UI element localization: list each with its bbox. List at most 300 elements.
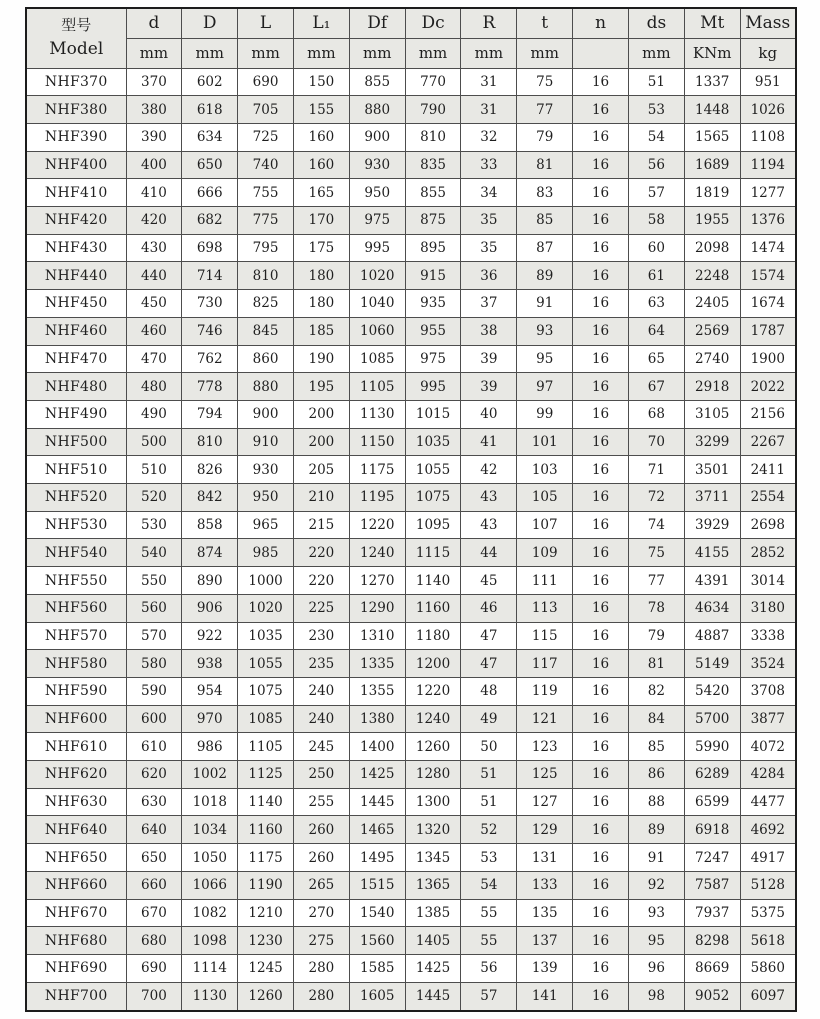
value-cell: 1335: [349, 650, 405, 678]
value-cell: 77: [517, 96, 573, 124]
value-cell: 810: [182, 428, 238, 456]
value-cell: 1445: [405, 982, 461, 1011]
unit-header: mm: [628, 38, 684, 68]
value-cell: 1020: [238, 594, 294, 622]
model-cell: NHF590: [26, 677, 126, 705]
value-cell: 915: [405, 262, 461, 290]
value-cell: 410: [126, 179, 182, 207]
model-cell: NHF450: [26, 290, 126, 318]
value-cell: 930: [349, 151, 405, 179]
value-cell: 99: [517, 400, 573, 428]
value-cell: 5420: [684, 677, 740, 705]
table-row: [26, 290, 796, 318]
table-row: [26, 650, 796, 678]
value-cell: 1425: [349, 761, 405, 789]
value-cell: 103: [517, 456, 573, 484]
value-cell: 1320: [405, 816, 461, 844]
value-cell: 57: [461, 982, 517, 1011]
value-cell: 95: [517, 345, 573, 373]
value-cell: 1105: [238, 733, 294, 761]
value-cell: 34: [461, 179, 517, 207]
value-cell: 1337: [684, 68, 740, 96]
value-cell: 160: [293, 151, 349, 179]
model-cell: NHF610: [26, 733, 126, 761]
value-cell: 16: [573, 207, 629, 235]
value-cell: 117: [517, 650, 573, 678]
value-cell: 39: [461, 373, 517, 401]
unit-header: mm: [126, 38, 182, 68]
table-row: [26, 317, 796, 345]
value-cell: 16: [573, 705, 629, 733]
value-cell: 48: [461, 677, 517, 705]
value-cell: 1015: [405, 400, 461, 428]
value-cell: 37: [461, 290, 517, 318]
value-cell: 225: [293, 594, 349, 622]
unit-header: KNm: [684, 38, 740, 68]
value-cell: 109: [517, 539, 573, 567]
value-cell: 1689: [684, 151, 740, 179]
model-cell: NHF580: [26, 650, 126, 678]
model-cell: NHF460: [26, 317, 126, 345]
value-cell: 105: [517, 484, 573, 512]
value-cell: 31: [461, 96, 517, 124]
value-cell: 180: [293, 290, 349, 318]
value-cell: 250: [293, 761, 349, 789]
value-cell: 900: [238, 400, 294, 428]
value-cell: 65: [628, 345, 684, 373]
model-cell: NHF480: [26, 373, 126, 401]
value-cell: 260: [293, 816, 349, 844]
value-cell: 270: [293, 899, 349, 927]
value-cell: 910: [238, 428, 294, 456]
value-cell: 1210: [238, 899, 294, 927]
value-cell: 93: [628, 899, 684, 927]
table-row: [26, 484, 796, 512]
value-cell: 16: [573, 317, 629, 345]
value-cell: 3180: [740, 594, 796, 622]
value-cell: 895: [405, 234, 461, 262]
value-cell: 50: [461, 733, 517, 761]
value-cell: 95: [628, 927, 684, 955]
value-cell: 2405: [684, 290, 740, 318]
header-row-labels: [26, 8, 796, 38]
value-cell: 16: [573, 567, 629, 595]
table-row: [26, 899, 796, 927]
table-row: [26, 705, 796, 733]
value-cell: 101: [517, 428, 573, 456]
value-cell: 16: [573, 871, 629, 899]
value-cell: 430: [126, 234, 182, 262]
value-cell: 922: [182, 622, 238, 650]
value-cell: 215: [293, 511, 349, 539]
value-cell: 5700: [684, 705, 740, 733]
table-row: [26, 982, 796, 1011]
value-cell: 54: [461, 871, 517, 899]
value-cell: 778: [182, 373, 238, 401]
value-cell: 680: [126, 927, 182, 955]
value-cell: 16: [573, 290, 629, 318]
value-cell: 880: [238, 373, 294, 401]
value-cell: 55: [461, 927, 517, 955]
value-cell: 2098: [684, 234, 740, 262]
value-cell: 89: [628, 816, 684, 844]
value-cell: 75: [628, 539, 684, 567]
value-cell: 1270: [349, 567, 405, 595]
value-cell: 510: [126, 456, 182, 484]
value-cell: 1002: [182, 761, 238, 789]
value-cell: 87: [517, 234, 573, 262]
value-cell: 91: [517, 290, 573, 318]
model-cell: NHF370: [26, 68, 126, 96]
value-cell: 78: [628, 594, 684, 622]
value-cell: 8669: [684, 955, 740, 983]
value-cell: 420: [126, 207, 182, 235]
value-cell: 16: [573, 788, 629, 816]
value-cell: 610: [126, 733, 182, 761]
value-cell: 16: [573, 345, 629, 373]
value-cell: 31: [461, 68, 517, 96]
value-cell: 7937: [684, 899, 740, 927]
value-cell: 33: [461, 151, 517, 179]
value-cell: 995: [405, 373, 461, 401]
value-cell: 700: [126, 982, 182, 1011]
value-cell: 965: [238, 511, 294, 539]
value-cell: 170: [293, 207, 349, 235]
value-cell: 1405: [405, 927, 461, 955]
table-row: [26, 456, 796, 484]
column-header: L₁: [293, 8, 349, 38]
value-cell: 634: [182, 123, 238, 151]
value-cell: 240: [293, 677, 349, 705]
value-cell: 855: [405, 179, 461, 207]
value-cell: 570: [126, 622, 182, 650]
value-cell: 16: [573, 761, 629, 789]
column-header: d: [126, 8, 182, 38]
value-cell: 8298: [684, 927, 740, 955]
value-cell: 49: [461, 705, 517, 733]
value-cell: 1055: [405, 456, 461, 484]
unit-header: mm: [293, 38, 349, 68]
value-cell: 16: [573, 539, 629, 567]
unit-header: mm: [461, 38, 517, 68]
value-cell: 1425: [405, 955, 461, 983]
value-cell: 185: [293, 317, 349, 345]
value-cell: 1380: [349, 705, 405, 733]
value-cell: 81: [517, 151, 573, 179]
table-row: [26, 594, 796, 622]
model-header-cn: 型号: [61, 16, 92, 35]
value-cell: 1540: [349, 899, 405, 927]
value-cell: 79: [628, 622, 684, 650]
value-cell: 1260: [238, 982, 294, 1011]
model-cell: NHF500: [26, 428, 126, 456]
value-cell: 1240: [405, 705, 461, 733]
value-cell: 16: [573, 428, 629, 456]
value-cell: 826: [182, 456, 238, 484]
value-cell: 560: [126, 594, 182, 622]
table-header: [26, 8, 796, 68]
value-cell: 440: [126, 262, 182, 290]
value-cell: 56: [461, 955, 517, 983]
column-header: Mt: [684, 8, 740, 38]
value-cell: 16: [573, 96, 629, 124]
value-cell: 38: [461, 317, 517, 345]
value-cell: 7247: [684, 844, 740, 872]
value-cell: 200: [293, 400, 349, 428]
table-row: [26, 816, 796, 844]
value-cell: 1365: [405, 871, 461, 899]
value-cell: 16: [573, 982, 629, 1011]
value-cell: 75: [517, 68, 573, 96]
value-cell: 698: [182, 234, 238, 262]
value-cell: 1105: [349, 373, 405, 401]
spec-table: [25, 7, 797, 1012]
table-row: [26, 539, 796, 567]
table-row: [26, 400, 796, 428]
value-cell: 380: [126, 96, 182, 124]
value-cell: 1605: [349, 982, 405, 1011]
value-cell: 1230: [238, 927, 294, 955]
value-cell: 5990: [684, 733, 740, 761]
value-cell: 986: [182, 733, 238, 761]
model-cell: NHF550: [26, 567, 126, 595]
value-cell: 150: [293, 68, 349, 96]
table-row: [26, 151, 796, 179]
value-cell: 265: [293, 871, 349, 899]
value-cell: 1787: [740, 317, 796, 345]
value-cell: 4634: [684, 594, 740, 622]
value-cell: 16: [573, 484, 629, 512]
value-cell: 540: [126, 539, 182, 567]
value-cell: 470: [126, 345, 182, 373]
value-cell: 1574: [740, 262, 796, 290]
header-row-units: [26, 38, 796, 68]
table-row: [26, 955, 796, 983]
value-cell: 1114: [182, 955, 238, 983]
value-cell: 1300: [405, 788, 461, 816]
value-cell: 7587: [684, 871, 740, 899]
value-cell: 858: [182, 511, 238, 539]
value-cell: 190: [293, 345, 349, 373]
value-cell: 790: [405, 96, 461, 124]
column-header: Dc: [405, 8, 461, 38]
value-cell: 16: [573, 68, 629, 96]
model-cell: NHF380: [26, 96, 126, 124]
value-cell: 370: [126, 68, 182, 96]
value-cell: 92: [628, 871, 684, 899]
value-cell: 1085: [238, 705, 294, 733]
value-cell: 1175: [349, 456, 405, 484]
value-cell: 845: [238, 317, 294, 345]
value-cell: 835: [405, 151, 461, 179]
value-cell: 1200: [405, 650, 461, 678]
value-cell: 2554: [740, 484, 796, 512]
value-cell: 530: [126, 511, 182, 539]
value-cell: 740: [238, 151, 294, 179]
value-cell: 810: [238, 262, 294, 290]
value-cell: 3014: [740, 567, 796, 595]
table-row: [26, 234, 796, 262]
value-cell: 1465: [349, 816, 405, 844]
value-cell: 4155: [684, 539, 740, 567]
model-cell: NHF490: [26, 400, 126, 428]
value-cell: 113: [517, 594, 573, 622]
value-cell: 1140: [405, 567, 461, 595]
value-cell: 1560: [349, 927, 405, 955]
table-row: [26, 345, 796, 373]
value-cell: 860: [238, 345, 294, 373]
value-cell: 220: [293, 539, 349, 567]
value-cell: 762: [182, 345, 238, 373]
value-cell: 1085: [349, 345, 405, 373]
model-cell: NHF390: [26, 123, 126, 151]
unit-header: mm: [405, 38, 461, 68]
value-cell: 2698: [740, 511, 796, 539]
value-cell: 1585: [349, 955, 405, 983]
value-cell: 775: [238, 207, 294, 235]
value-cell: 6097: [740, 982, 796, 1011]
value-cell: 129: [517, 816, 573, 844]
value-cell: 1026: [740, 96, 796, 124]
value-cell: 1955: [684, 207, 740, 235]
value-cell: 855: [349, 68, 405, 96]
value-cell: 175: [293, 234, 349, 262]
value-cell: 85: [517, 207, 573, 235]
value-cell: 60: [628, 234, 684, 262]
value-cell: 32: [461, 123, 517, 151]
value-cell: 1900: [740, 345, 796, 373]
value-cell: 618: [182, 96, 238, 124]
table-row: [26, 262, 796, 290]
value-cell: 96: [628, 955, 684, 983]
model-header-en: Model: [49, 38, 104, 59]
value-cell: 1160: [238, 816, 294, 844]
value-cell: 880: [349, 96, 405, 124]
model-cell: NHF520: [26, 484, 126, 512]
value-cell: 602: [182, 68, 238, 96]
value-cell: 755: [238, 179, 294, 207]
value-cell: 1194: [740, 151, 796, 179]
value-cell: 2411: [740, 456, 796, 484]
value-cell: 4477: [740, 788, 796, 816]
value-cell: 1130: [182, 982, 238, 1011]
value-cell: 85: [628, 733, 684, 761]
value-cell: 1060: [349, 317, 405, 345]
value-cell: 51: [461, 761, 517, 789]
value-cell: 520: [126, 484, 182, 512]
table-row: [26, 123, 796, 151]
table-row: [26, 373, 796, 401]
value-cell: 650: [182, 151, 238, 179]
value-cell: 16: [573, 816, 629, 844]
model-cell: NHF660: [26, 871, 126, 899]
model-cell: NHF510: [26, 456, 126, 484]
model-cell: NHF420: [26, 207, 126, 235]
value-cell: 36: [461, 262, 517, 290]
value-cell: 5375: [740, 899, 796, 927]
value-cell: 670: [126, 899, 182, 927]
value-cell: 795: [238, 234, 294, 262]
value-cell: 68: [628, 400, 684, 428]
value-cell: 682: [182, 207, 238, 235]
value-cell: 1130: [349, 400, 405, 428]
value-cell: 47: [461, 622, 517, 650]
value-cell: 460: [126, 317, 182, 345]
value-cell: 3524: [740, 650, 796, 678]
value-cell: 1075: [405, 484, 461, 512]
value-cell: 1066: [182, 871, 238, 899]
value-cell: 89: [517, 262, 573, 290]
value-cell: 1515: [349, 871, 405, 899]
value-cell: 550: [126, 567, 182, 595]
table-row: [26, 788, 796, 816]
value-cell: 1140: [238, 788, 294, 816]
value-cell: 82: [628, 677, 684, 705]
value-cell: 135: [517, 899, 573, 927]
value-cell: 16: [573, 650, 629, 678]
value-cell: 195: [293, 373, 349, 401]
model-cell: NHF530: [26, 511, 126, 539]
column-header: Mass: [740, 8, 796, 38]
value-cell: 794: [182, 400, 238, 428]
value-cell: 874: [182, 539, 238, 567]
model-cell: NHF600: [26, 705, 126, 733]
value-cell: 4391: [684, 567, 740, 595]
value-cell: 53: [461, 844, 517, 872]
value-cell: 52: [461, 816, 517, 844]
value-cell: 580: [126, 650, 182, 678]
value-cell: 480: [126, 373, 182, 401]
value-cell: 61: [628, 262, 684, 290]
value-cell: 16: [573, 622, 629, 650]
value-cell: 955: [405, 317, 461, 345]
value-cell: 1020: [349, 262, 405, 290]
value-cell: 3877: [740, 705, 796, 733]
value-cell: 2918: [684, 373, 740, 401]
value-cell: 1034: [182, 816, 238, 844]
value-cell: 42: [461, 456, 517, 484]
table-row: [26, 622, 796, 650]
value-cell: 57: [628, 179, 684, 207]
value-cell: 1195: [349, 484, 405, 512]
value-cell: 5860: [740, 955, 796, 983]
value-cell: 200: [293, 428, 349, 456]
value-cell: 450: [126, 290, 182, 318]
value-cell: 1055: [238, 650, 294, 678]
unit-header: [573, 38, 629, 68]
value-cell: 16: [573, 927, 629, 955]
value-cell: 590: [126, 677, 182, 705]
value-cell: 620: [126, 761, 182, 789]
value-cell: 1018: [182, 788, 238, 816]
value-cell: 640: [126, 816, 182, 844]
value-cell: 1220: [405, 677, 461, 705]
model-cell: NHF620: [26, 761, 126, 789]
value-cell: 275: [293, 927, 349, 955]
value-cell: 139: [517, 955, 573, 983]
value-cell: 3105: [684, 400, 740, 428]
model-cell: NHF470: [26, 345, 126, 373]
value-cell: 6289: [684, 761, 740, 789]
value-cell: 1220: [349, 511, 405, 539]
value-cell: 111: [517, 567, 573, 595]
value-cell: 165: [293, 179, 349, 207]
value-cell: 995: [349, 234, 405, 262]
value-cell: 121: [517, 705, 573, 733]
value-cell: 235: [293, 650, 349, 678]
value-cell: 63: [628, 290, 684, 318]
value-cell: 842: [182, 484, 238, 512]
